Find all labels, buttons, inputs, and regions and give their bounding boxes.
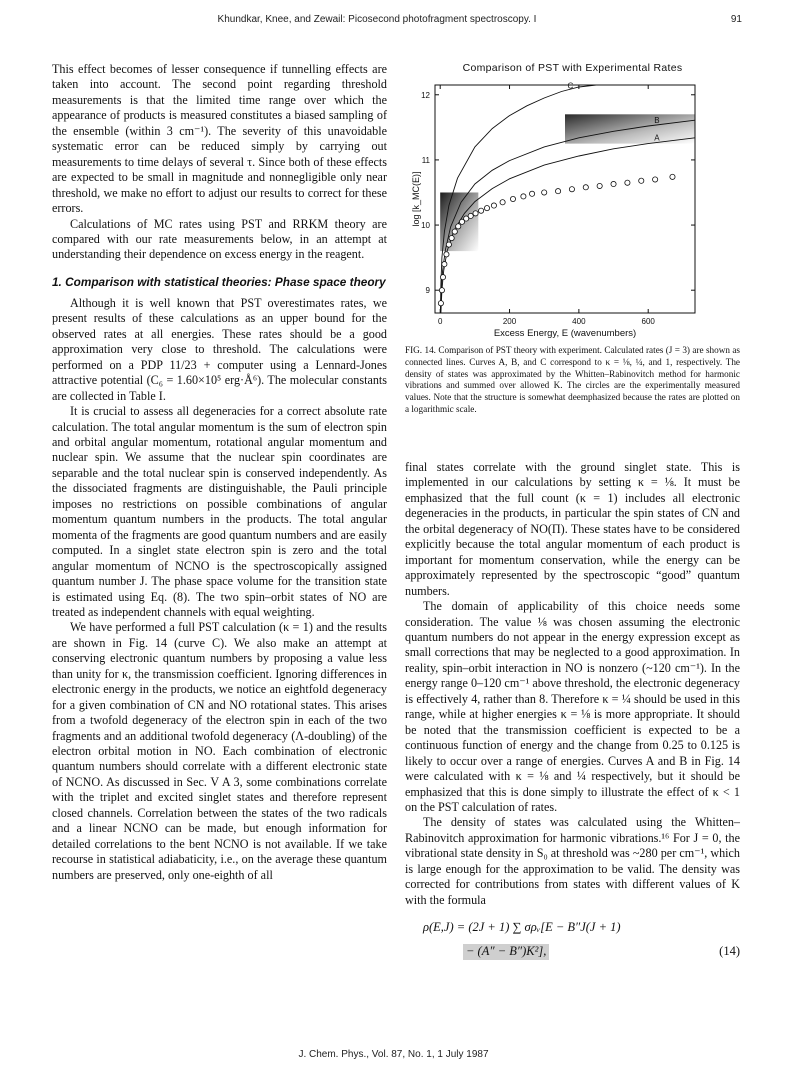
- curve-label: C: [567, 81, 574, 91]
- chart-title: Comparison of PST with Experimental Rates: [462, 62, 683, 74]
- data-point: [438, 301, 443, 306]
- y-tick-label: 12: [421, 90, 430, 100]
- figure-14: [405, 62, 740, 339]
- x-tick-label: 200: [502, 317, 517, 326]
- data-point: [670, 174, 675, 179]
- paragraph: The domain of applicability of this choice needs some consideration. The value ⅛ was chosen assuming the electronic quantum numbers do not appear in the energy expression except as small corrections that may be neglected to a good approximation. In reality, spin–orbit interaction in NO is nonzero (~120 cm⁻¹). In the energy range 0–120 cm⁻¹ above threshold, the electronic degeneracy is effectively 4, rather than 8. Therefore κ = ¼ should be used in this range, while at higher energies κ = ⅛ is more appropriate. It should be noted that the transmission coefficient is expected to be a continuous function of energy and the change from 0.25 to 0.125 is likely to occur over a range of energies. Curves A and B in Fig. 14 were calculated with κ = ⅛ and ¼ respectively, but it should be emphasized that this is done simply to illustrate the effect of κ < 1 on the PST calculation of rates.: [405, 599, 740, 814]
- data-point: [583, 185, 588, 190]
- page-number: 91: [730, 14, 742, 25]
- equation-number: (14): [719, 944, 740, 959]
- data-point: [529, 191, 534, 196]
- data-point: [500, 200, 505, 205]
- data-point: [491, 203, 496, 208]
- data-point: [555, 189, 560, 194]
- curve-a: [441, 138, 695, 313]
- data-point: [625, 180, 630, 185]
- figure-caption: FIG. 14. Comparison of PST theory with experiment. Calculated rates (J = 3) are shown as connected lines. Curves A, B, and C correspond to κ = ⅛, ¼, and 1, respectively. The density of states was approximated by the Whitten–Rabinovitch method for harmonic vibrations and summed over allowed K. The circles are the experimentally measured values. Note that the structure is somewhat deemphasized because the rates are plotted on a logarithmic scale.: [405, 345, 740, 414]
- equation-line-1: ρ(E,J) = (2J + 1) ∑ σρᵥ[E − B″J(J + 1): [423, 920, 621, 935]
- y-tick-label: 11: [421, 155, 430, 165]
- page-footer: J. Chem. Phys., Vol. 87, No. 1, 1 July 1987: [298, 1049, 489, 1060]
- right-column: [405, 460, 740, 964]
- data-point: [484, 206, 489, 211]
- data-point: [569, 187, 574, 192]
- curve-b: [441, 120, 696, 313]
- y-axis-label: log [k_MC(E)]: [411, 171, 421, 227]
- data-point: [510, 196, 515, 201]
- data-point: [611, 181, 616, 186]
- x-axis-label: Excess Energy, E (wavenumbers): [493, 328, 637, 339]
- data-point: [468, 213, 473, 218]
- paragraph: This effect becomes of lesser consequence if tunnelling effects are taken into account. The second point regarding threshold measurements is that the limited time range over which the appearance of products is measured constitutes a biased sampling of the ensemble (within 3 cm⁻¹). The severity of this unavoidable systematic error can be reduced simply by carrying out measurements to time delays of several τ. Since both of these effects are expected to be small in magnitude and nonnegligible only near threshold, we make no effort to adjust our results to correct for these errors.: [52, 62, 387, 216]
- curve-label: A: [654, 133, 660, 143]
- running-title: Khundkar, Knee, and Zewail: Picosecond photofragment spectroscopy. I: [217, 14, 537, 25]
- paragraph: It is crucial to assess all degeneracies for a correct absolute rate calculation. The total angular momentum is the sum of electron spin and orbital angular momentum, rotational angular momentum and nuclear spin. We assume that the nuclear spin coordinates are separable and the total nuclear spin is conserved independently. As the dissociated fragments are distinguishable, the Pauli principle imposes no restrictions on possible combinations of angular momentum quantum numbers in the products. The total angular momenta of the fragments are good quantum numbers and are easily computed. In a singlet state electron spin is zero and the total angular momentum of NCNO is the spectroscopically assigned quantum number J. The phase space volume for the transition state is estimated using Eq. (8). The two spin–orbit states of NO are treated as independent channels with equal weighting.: [52, 404, 387, 619]
- y-tick-label: 9: [425, 286, 430, 296]
- x-tick-label: 400: [572, 317, 586, 326]
- x-tick-label: 600: [641, 317, 655, 326]
- data-point: [456, 224, 461, 229]
- left-column: [52, 62, 387, 883]
- curve-label: B: [654, 116, 660, 126]
- paragraph: final states correlate with the ground singlet state. This is implemented in our calculations by setting κ = ⅛. It must be emphasized that the full count (κ = 1) includes all electronic degeneracies in the products, in particular the spin states of CN and the orbital degeneracy of NO(Π). These states have to be considered explicitly because the total angular momentum of each product is important for momentum conservation, while the energy can be approximately represented by the spectroscopic “good” quantum numbers.: [405, 460, 740, 598]
- data-point: [439, 288, 444, 293]
- paragraph: Calculations of MC rates using PST and RRKM theory are compared with our rate measurements below, in an attempt at understanding their dependence on excess energy in the reagent.: [52, 216, 387, 262]
- equation-14: [405, 920, 740, 964]
- y-tick-label: 10: [421, 221, 430, 231]
- data-point: [449, 235, 454, 240]
- x-tick-label: 0: [437, 317, 443, 326]
- equation-line-2: − (A″ − B″)K²],: [463, 944, 549, 959]
- data-point: [521, 194, 526, 199]
- data-point: [442, 262, 447, 267]
- section-heading: 1. Comparison with statistical theories: Phase space theory: [52, 274, 386, 289]
- rate-comparison-chart: [405, 77, 740, 339]
- data-point: [639, 178, 644, 183]
- paragraph: We have performed a full PST calculation (κ = 1) and the results are shown in Fig. 14 (curve C). We also make an attempt at conserving electronic quantum numbers by proposing a value less than unity for κ, the transmission coefficient. Ignoring differences in electronic energy in the products, we notice an eightfold degeneracy for a given combination of CN and NO rotational states. This arises from a twofold degeneracy of the electron spin in each of the two fragments and an additional twofold degeneracy (Λ-doubling) of the electron orbital motion in NO. Each combination of electronic quantum numbers should correlate with a different electronic state of NCNO. As discussed in Sec. V A 3, some combinations correlate with the triplet and excited singlet states and therefore represent closed channels. Correlation between the states of the two radicals and a linear NCNO can be made, but enough information for detailed correlations to the bent NCNO is not available. If we take recourse in statistical adiabaticity, i.e., on the average these quantum numbers are preserved, only one-eighth of all: [52, 620, 387, 882]
- data-point: [446, 242, 451, 247]
- paragraph: Although it is well known that PST overestimates rates, we present results of these calculations as an upper bound for the observed rates at all energies. These rates should be a good approximation very close to threshold. The calculations were performed on a PDP 11/23 + computer using a Lennard-Jones attractive potential (C₆ = 1.60×10⁵ erg·Å⁶). The molecular constants are collected in Table I.: [52, 295, 387, 403]
- data-point: [479, 208, 484, 213]
- data-point: [653, 177, 658, 182]
- data-point: [444, 252, 449, 257]
- paragraph: The density of states was calculated using the Whitten–Rabinovitch approximation for harmonic vibrations.¹⁶ For J = 0, the vibrational state density in S₀ at threshold was ~280 per cm⁻¹, which is large enough for the approximation to be valid. The density was corrected for contributions from states with different values of K with the formula: [405, 815, 740, 907]
- data-point: [473, 211, 478, 216]
- data-point: [597, 183, 602, 188]
- data-point: [542, 190, 547, 195]
- data-point: [452, 229, 457, 234]
- data-point: [440, 275, 445, 280]
